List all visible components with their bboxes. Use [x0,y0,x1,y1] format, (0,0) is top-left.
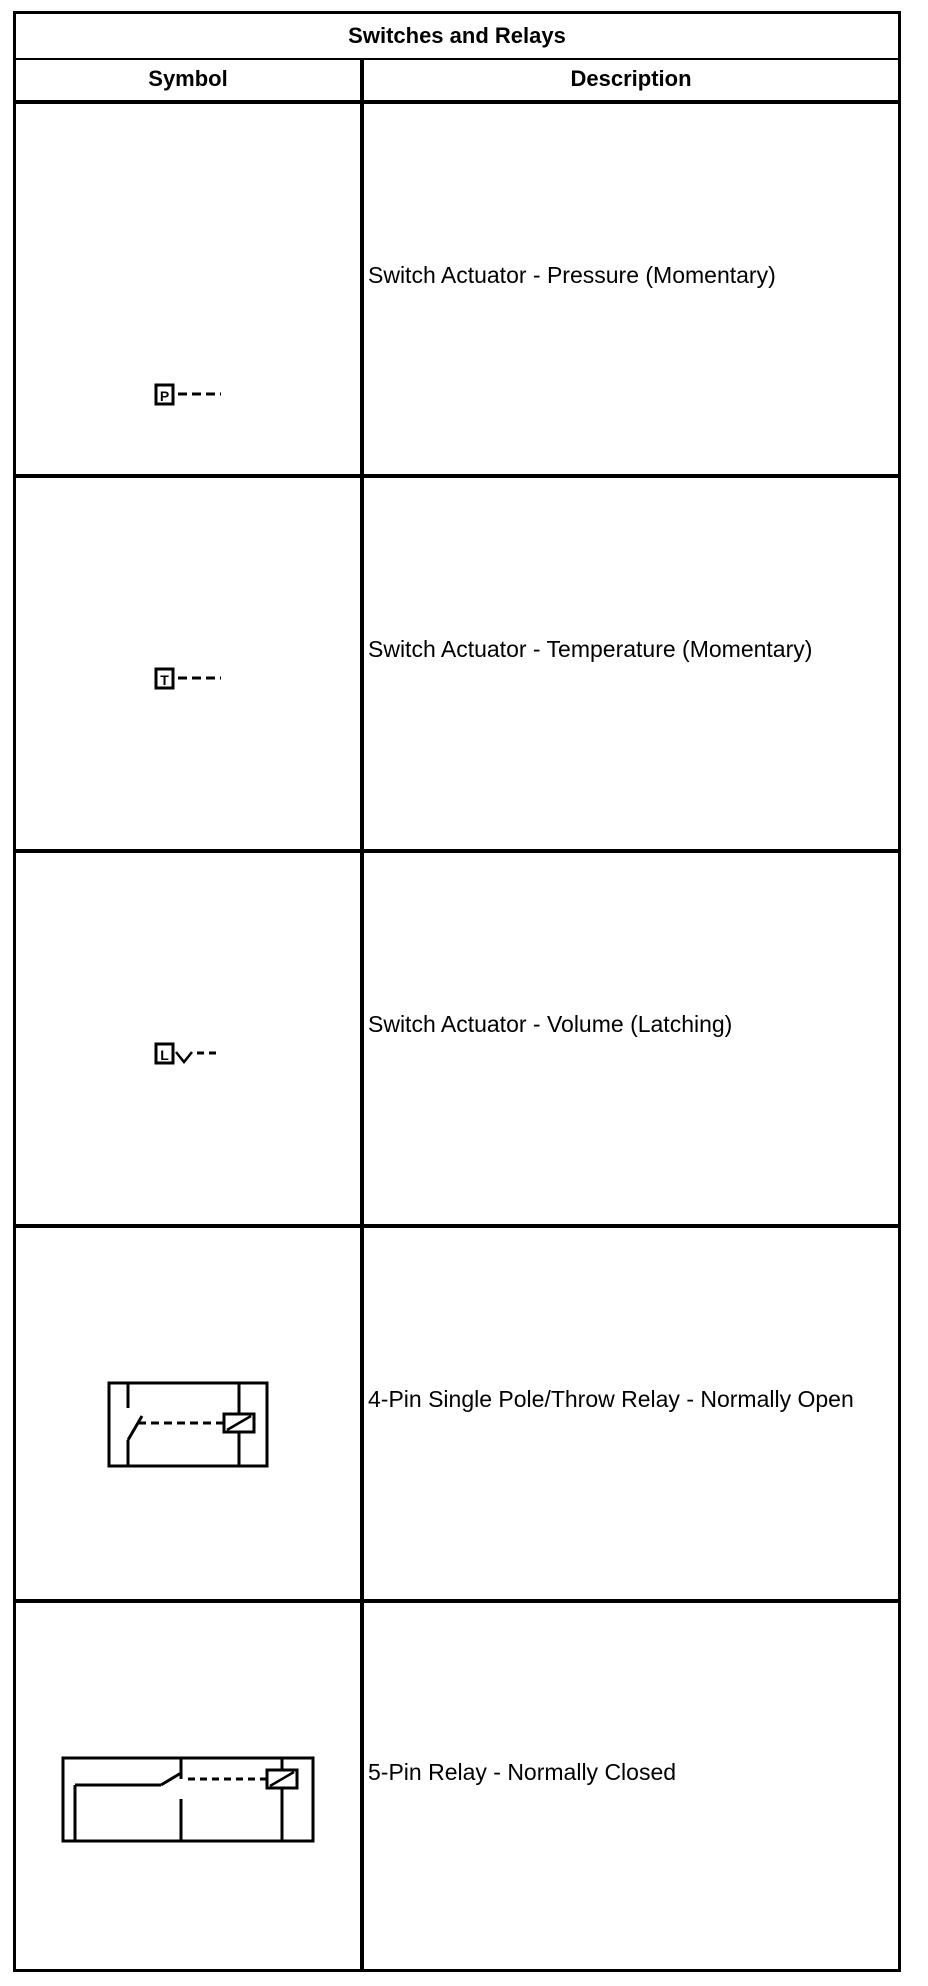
table-row [16,478,898,853]
description-text: 4-Pin Single Pole/Throw Relay - Normally Open [368,1386,854,1412]
table-header-row [16,58,898,104]
symbol-letter: T [160,672,169,688]
description-cell [368,853,898,1224]
pressure-switch-actuator-icon [16,104,360,474]
description-text: Switch Actuator - Pressure (Momentary) [368,261,776,288]
symbol-column-header: Symbol [148,66,228,91]
description-column-header: Description [570,66,692,91]
description-cell [368,1603,898,1969]
symbol-cell [16,104,360,474]
switches-relays-table [13,11,901,1972]
table-row [16,853,898,1228]
symbol-cell [16,853,360,1224]
symbol-letter: L [160,1047,169,1063]
description-text: 5-Pin Relay - Normally Closed [368,1758,677,1785]
table-title: Switches and Relays [16,14,898,60]
table-row [16,1228,898,1603]
4-pin-relay-normally-open-icon [16,1228,360,1599]
table-row [16,1603,898,1969]
5-pin-relay-normally-closed-icon [16,1603,360,1969]
description-cell [368,104,898,474]
description-cell [368,1228,898,1599]
symbol-cell [16,1603,360,1969]
description-text: Switch Actuator - Volume (Latching) [368,1011,733,1037]
symbol-letter: P [159,388,170,404]
volume-switch-actuator-icon [16,853,360,1224]
table-row [16,104,898,478]
temperature-switch-actuator-icon [16,478,360,849]
description-cell [368,478,898,849]
description-text: Switch Actuator - Temperature (Momentary) [368,636,813,662]
symbol-cell [16,478,360,849]
symbol-cell [16,1228,360,1599]
